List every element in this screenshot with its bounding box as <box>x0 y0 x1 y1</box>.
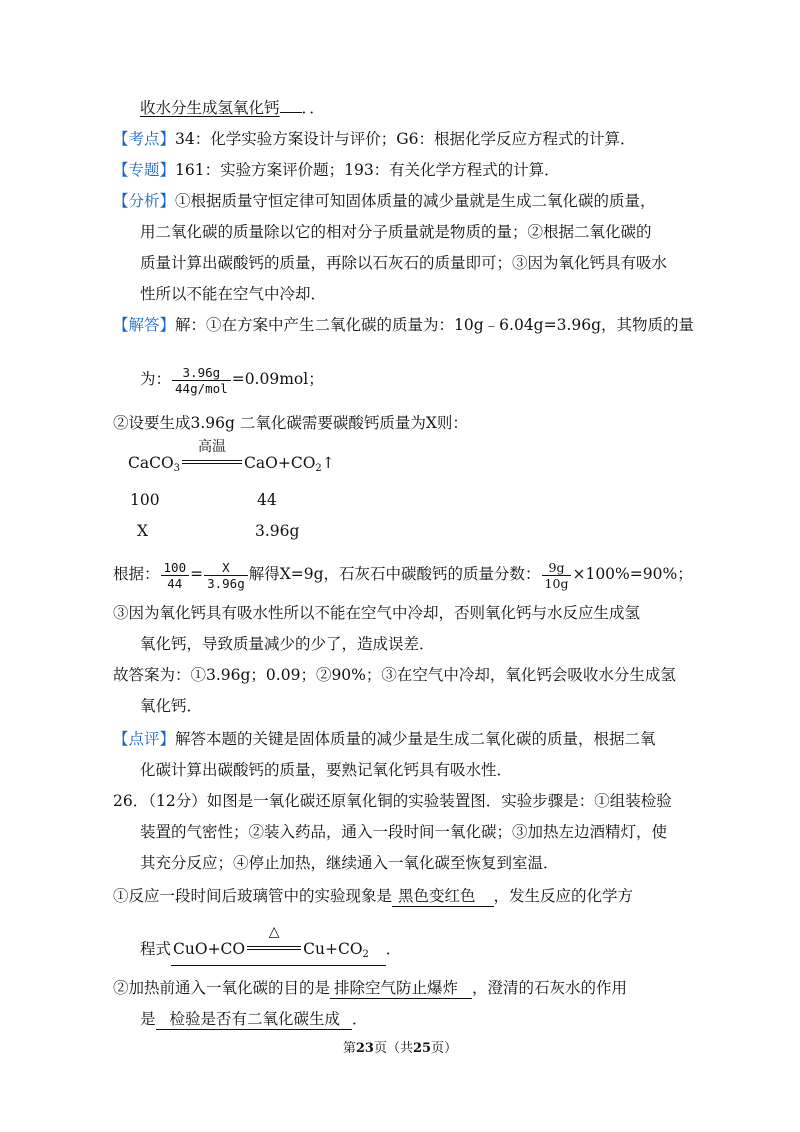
kaodian-line: 【考点】34：化学实验方案设计与评价；G6：根据化学反应方程式的计算． <box>113 130 636 148</box>
underlined-answer: 收水分生成氢氧化钙 <box>140 99 280 117</box>
answer-blank-function: 检验是否有二氧化碳生成 <box>156 1009 353 1030</box>
total-pages: 25 <box>413 1041 432 1056</box>
sub-question-2b: 是 检验是否有二氧化碳生成 ． <box>140 1010 368 1028</box>
ratio-row-2-b: 3.96g <box>255 522 300 540</box>
step3-line-2: 氧化钙，导致质量减少的少了，造成误差． <box>140 635 435 653</box>
dianping-tag: 【点评】 <box>113 730 176 748</box>
chemical-equation: CaCO$_3$ 高温 $CaO+CO_2↑$ <box>128 439 335 474</box>
jieda-line-1: 【解答】解：①在方案中产生二氧化碳的质量为：10g﹣6.04g=3.96g，其物质的量 <box>113 316 695 334</box>
answer-blank-equation: CuO+CO △ $Cu+CO_2$ <box>171 936 386 966</box>
question-26-line-3: 其充分反应；④停止加热，继续通入一氧化碳至恢复到室温． <box>140 854 559 872</box>
proportion-line: 根据： $\frac{100}{44}$ = $\frac{X}{3.96g}$ 解得X=9g，石灰石中碳酸钙的质量分数： $\frac{9g}{10g}$ ×100%=90%； <box>113 559 693 591</box>
zhuanti-line: 【专题】161：实验方案评价题；193：有关化学方程式的计算． <box>113 161 560 179</box>
fenxi-line-2: 用二氧化碳的质量除以它的相对分子质量就是物质的量；②根据二氧化碳的 <box>140 223 652 241</box>
jieda-tag: 【解答】 <box>113 316 176 334</box>
fraction-x: $\frac{X}{3.96g}$ <box>204 560 248 591</box>
page-footer: 第23页（共25页） <box>342 1041 458 1056</box>
zhuanti-tag: 【专题】 <box>113 161 176 179</box>
ratio-row-2: X <box>137 522 149 540</box>
current-page: 23 <box>355 1041 374 1056</box>
question-26-line-2: 装置的气密性；②装入药品，通入一段时间一氧化碳；③加热左边酒精灯，使 <box>140 823 668 841</box>
final-answer-line-1: 故答案为：①3.96g；0.09；②90%；③在空气中冷却，氧化钙会吸收水分生成氢 <box>113 666 676 684</box>
dianping-line-2: 化碳计算出碳酸钙的质量，要熟记氧化钙具有吸水性． <box>140 761 513 779</box>
answer-blank-phenomenon: 黑色变红色 <box>392 886 494 907</box>
fenxi-line-4: 性所以不能在空气中冷却． <box>140 285 327 303</box>
ratio-row-1: 100 <box>130 491 160 509</box>
fraction-100-44: $\frac{100}{44}$ <box>161 560 190 591</box>
step3-line-1: ③因为氧化钙具有吸水性所以不能在空气中冷却，否则氧化钙与水反应生成氢 <box>113 604 641 622</box>
fenxi-tag: 【分析】 <box>113 192 176 210</box>
final-answer-line-2: 氧化钙． <box>140 697 203 715</box>
sub-question-2: ②加热前通入一氧化碳的目的是 排除空气防止爆炸 ，澄清的石灰水的作用 <box>113 979 628 997</box>
gas-arrow-icon: ↑ <box>321 454 335 472</box>
mole-calc-line: 为： $\frac{3.96g}{\text{44g/mol}}$ =0.09mol； <box>140 364 324 396</box>
answer-blank-purpose: 排除空气防止爆炸 <box>330 978 472 999</box>
fraction-mole: $\frac{3.96g}{\text{44g/mol}}$ <box>172 365 231 396</box>
sub-question-1-equation: 程式 CuO+CO △ $Cu+CO_2$ ． <box>140 936 401 966</box>
question-26-line-1: 26．（12分）如图是一氧化碳还原氧化铜的实验装置图．实验步骤是：①组装检验 <box>113 792 672 810</box>
heat-arrow: △ <box>245 936 303 954</box>
dianping-line-1: 【点评】解答本题的关键是固体质量的减少量是生成二氧化碳的质量，根据二氧 <box>113 730 656 748</box>
ratio-row-1-b: 44 <box>257 491 277 509</box>
sub-question-1: ①反应一段时间后玻璃管中的实验现象是 黑色变红色 ，发生反应的化学方 <box>113 887 634 905</box>
answer-continuation: 收水分生成氢氧化钙 ．． <box>140 99 325 117</box>
fenxi-line-1: 【分析】①根据质量守恒定律可知固体质量的减少量就是生成二氧化碳的质量， <box>113 192 656 210</box>
fraction-percent: $\frac{9g}{10g}$ <box>542 560 572 591</box>
step2-line: ②设要生成3.96g 二氧化碳需要碳酸钙质量为X则： <box>113 414 468 432</box>
kaodian-tag: 【考点】 <box>113 130 176 148</box>
fenxi-line-3: 质量计算出碳酸钙的质量，再除以石灰石的质量即可；③因为氧化钙具有吸水 <box>140 254 668 272</box>
reaction-arrow: 高温 <box>180 450 244 468</box>
